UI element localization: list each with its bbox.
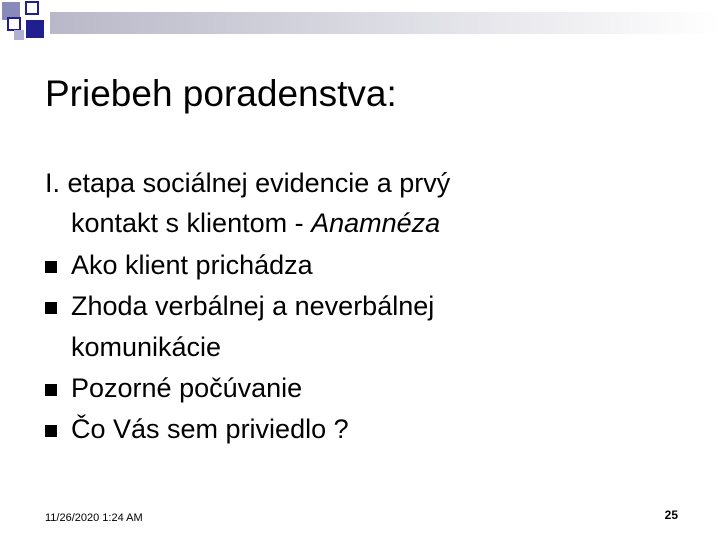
decor-square [8, 18, 20, 30]
header-decoration [0, 0, 720, 60]
bullet-text: Zhoda verbálnej a neverbálnej [71, 291, 435, 321]
heading-line-2-text: kontakt s klientom - [71, 208, 312, 238]
square-bullet-icon [45, 261, 57, 273]
section-heading [45, 163, 450, 243]
decor-square [14, 30, 24, 40]
slide-title: Priebeh poradenstva: [45, 73, 397, 114]
square-bullet-icon [45, 425, 57, 437]
decor-square [26, 20, 44, 38]
bullet-item [45, 286, 434, 368]
bullet-item [45, 368, 434, 409]
square-bullet-icon [45, 302, 57, 314]
heading-emphasis: Anamnéza [311, 208, 441, 238]
bullet-text-continuation: komunikácie [71, 332, 222, 362]
bullet-item [45, 409, 434, 450]
heading-line-1: I. etapa sociálnej evidencie a prvý [45, 168, 451, 198]
footer-date: 11/26/2020 1:24 AM [45, 512, 143, 524]
square-bullet-icon [45, 384, 57, 396]
bullet-text: Pozorné počúvanie [71, 373, 303, 403]
decor-square [26, 2, 38, 14]
bullet-item [45, 245, 434, 286]
heading-line-2 [45, 203, 450, 243]
page-number: 25 [664, 508, 678, 522]
bullet-list [45, 245, 434, 450]
header-gradient-bar [50, 12, 720, 34]
bullet-text: Ako klient prichádza [71, 250, 313, 280]
bullet-text: Čo Vás sem priviedlo ? [71, 414, 349, 444]
